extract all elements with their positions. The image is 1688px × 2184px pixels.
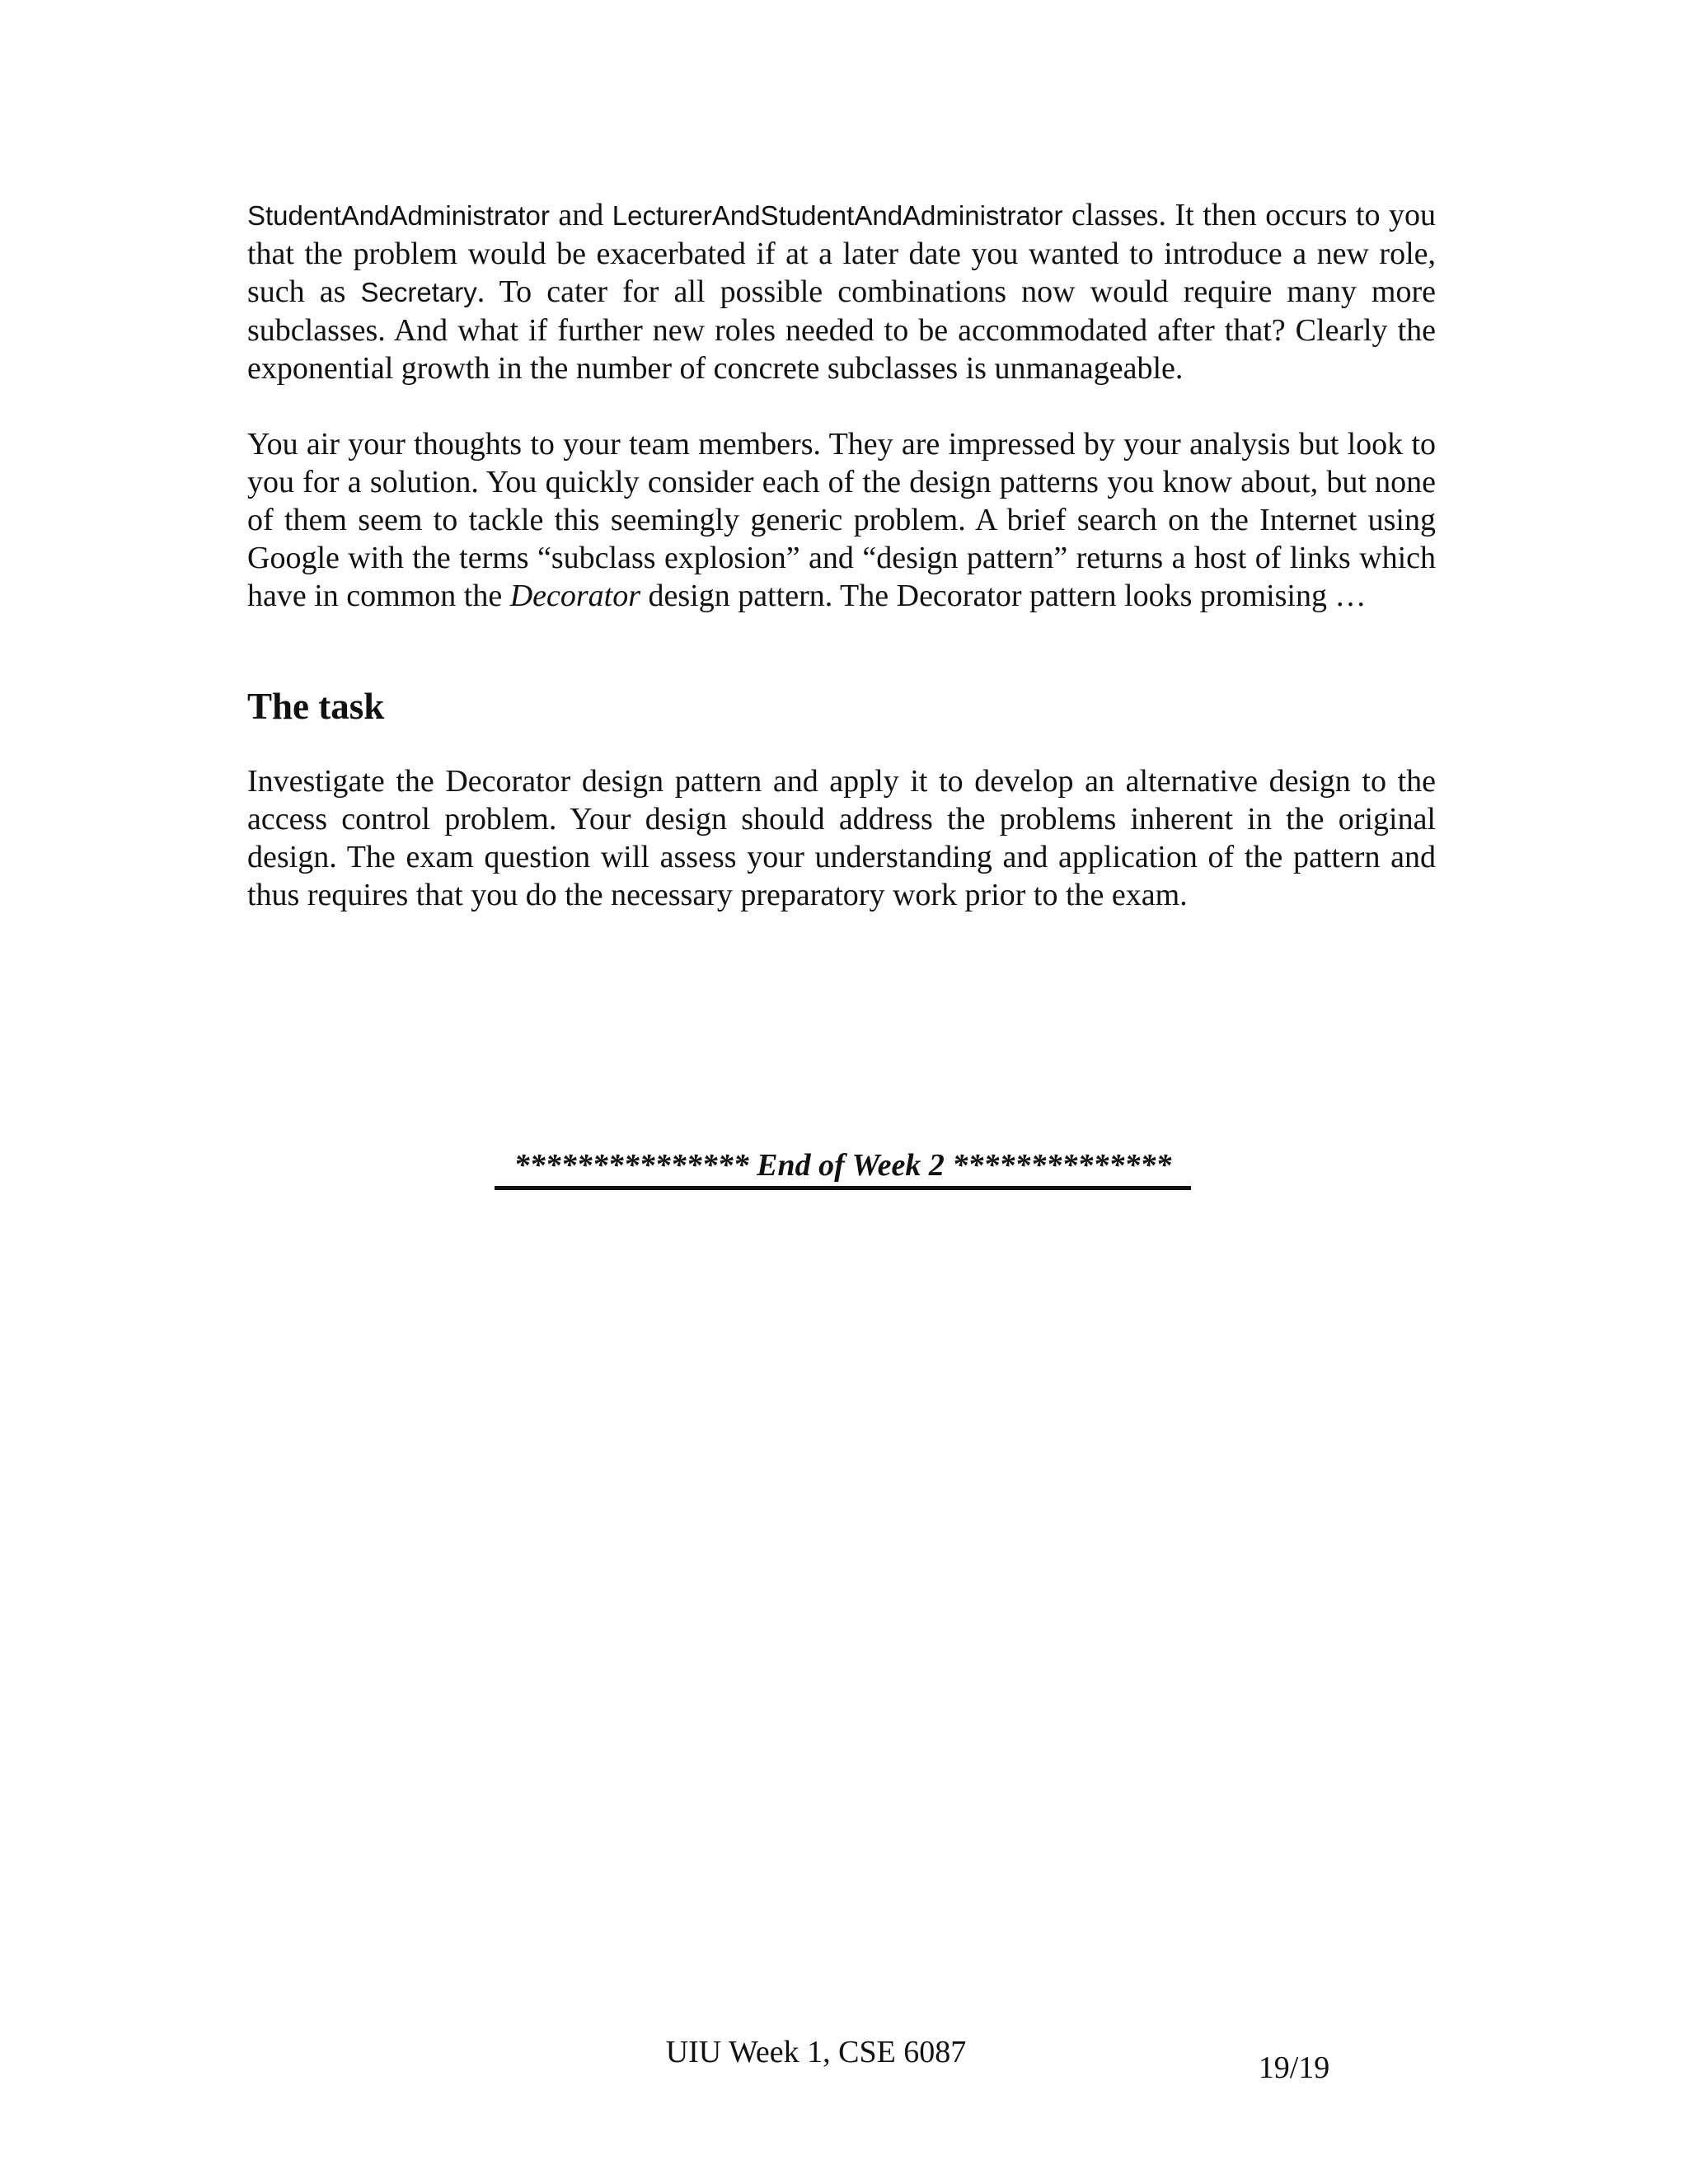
paragraph1-text-a: classes. It then occurs to you that the problem would be exacerbated if at a later date you wanted to introduce a new role, such as: [247, 198, 1436, 309]
end-of-week-marker: *************** End of Week 2 **************: [495, 1146, 1191, 1190]
decorator-emphasis: Decorator: [509, 579, 641, 613]
paragraph2-text-a: You air your thoughts to your team members. They are impressed by your analysis but look to you for a solution. You quickly consider each of the design patterns you know about, but none of them seem to tackle this seemingly generic problem. A brief search on the Internet using Google with the terms “subclass explosion” and “design pattern” returns a host of links which have in common the: [247, 427, 1436, 613]
body-content: [247, 196, 1436, 914]
paragraph-team-discussion: [247, 425, 1436, 615]
class-name-student-admin: StudentAndAdministrator: [247, 200, 550, 231]
footer-page-number: 19/19: [1258, 2050, 1330, 2085]
paragraph-subclass-explosion: [247, 196, 1436, 387]
paragraph1-and: and: [549, 198, 612, 232]
paragraph2-text-b: design pattern. The Decorator pattern looks promising …: [640, 579, 1367, 613]
footer-course: UIU Week 1, CSE 6087: [665, 2035, 967, 2069]
class-name-lecturer-student-admin: LecturerAndStudentAndAdministrator: [612, 200, 1063, 231]
task-paragraph: Investigate the Decorator design pattern and apply it to develop an alternative design to the access control problem. Your design should address the problems inherent in the original design. The exam question will assess your understanding and application of the pattern and thus requires that you do the necessary preparatory work prior to the exam.: [247, 764, 1436, 912]
task-heading: The task: [247, 686, 385, 727]
role-name-secretary: Secretary: [360, 277, 477, 307]
paragraph1-text-b: . To cater for all possible combinations now would require many more subclasses. And what if further new roles needed to be accommodated after that? Clearly the exponential growth in the number of concrete subclasses is unmanageable.: [247, 274, 1436, 386]
